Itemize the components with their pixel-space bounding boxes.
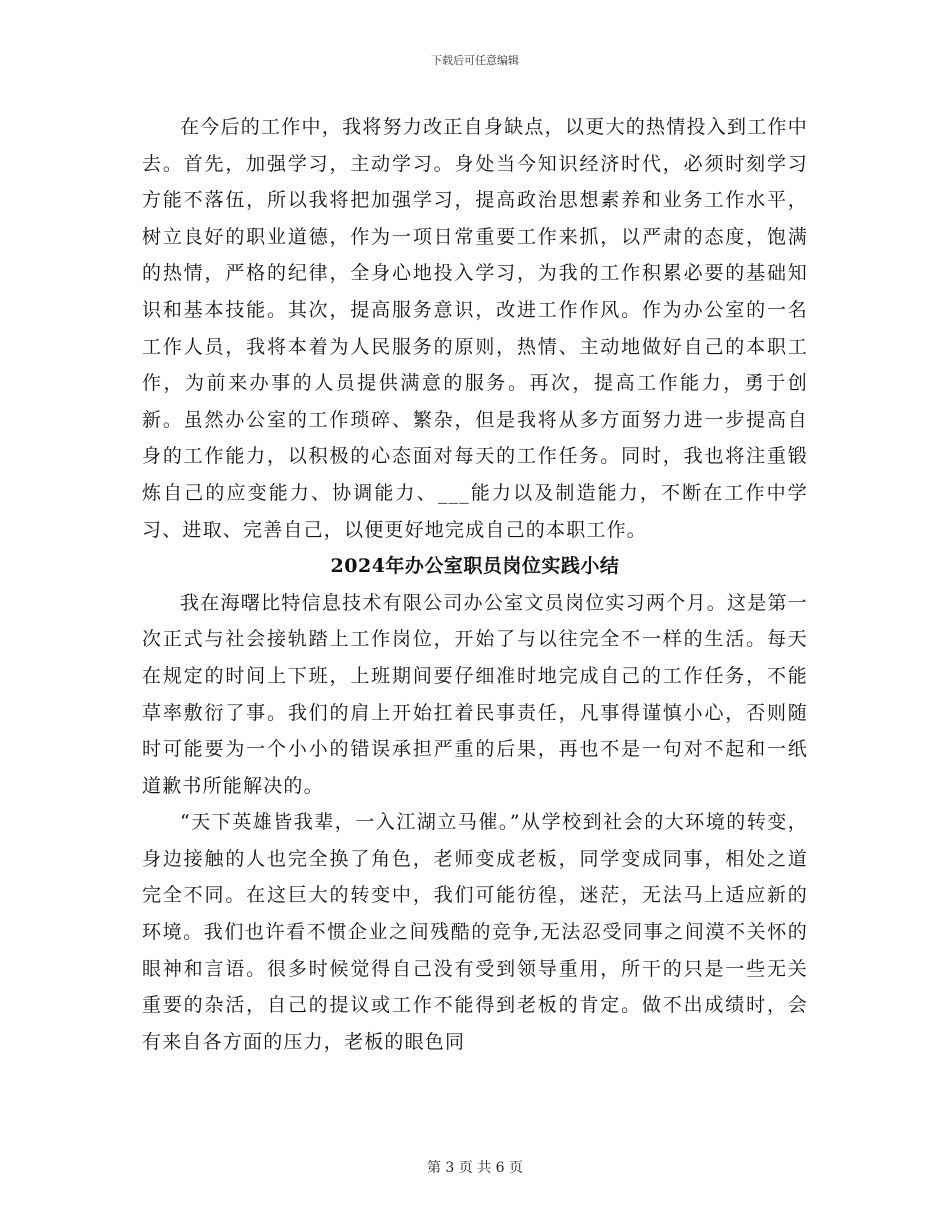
body-paragraph: 在今后的工作中，我将努力改正自身缺点，以更大的热情投入到工作中去。首先，加强学习，主动学习。身处当今知识经济时代，必须时刻学习方能不落伍，所以我将把加强学习，提高政治思想素养和业务工作水平，树立良好的职业道德，作为一项日常重要工作来抓，以严肃的态度，饱满的热情，严格的纪律，全身心地投入学习，为我的工作积累必要的基础知识和基本技能。其次，提高服务意识，改进工作作风。作为办公室的一名工作人员，我将本着为人民服务的原则，热情、主动地做好自己的本职工作，为前来办事的人员提供满意的服务。再次，提高工作能力，勇于创新。虽然办公室的工作琐碎、繁杂，但是我将从多方面努力进一步提高自身的工作能力，以积极的心态面对每天的工作任务。同时，我也将注重锻炼自己的应变能力、协调能力、___能力以及制造能力，不断在工作中学习、进取、完善自己，以便更好地完成自己的本职工作。	[142, 116, 808, 541]
body-paragraph: 我在海曙比特信息技术有限公司办公室文员岗位实习两个月。这是第一次正式与社会接轨踏上工作岗位，开始了与以往完全不一样的生活。每天在规定的时间上下班，上班期间要仔细准时地完成自己的工作任务，不能草率敷衍了事。我们的肩上开始扛着民事责任，凡事得谨慎小心，否则随时可能要为一个小小的错误承担严重的后果，再也不是一句对不起和一纸道歉书所能解决的。	[142, 591, 808, 797]
page-header: 下载后可任意编辑	[431, 54, 519, 67]
body-paragraph: “天下英雄皆我辈，一入江湖立马催。”从学校到社会的大环境的转变，身边接触的人也完全换了角色，老师变成老板，同学变成同事，相处之道完全不同。在这巨大的转变中，我们可能彷徨，迷茫，无法马上适应新的环境。我们也许看不惯企业之间残酷的竞争,无法忍受同事之间漠不关怀的眼神和言语。很多时候觉得自己没有受到领导重用，所干的只是一些无关重要的杂活，自己的提议或工作不能得到老板的肯定。做不出成绩时，会有来自各方面的压力，老板的眼色同	[142, 811, 808, 1053]
document-body	[142, 109, 808, 1060]
page-number-footer: 第 3 页 共 6 页	[426, 1160, 524, 1176]
section-title: 2024年办公室职员岗位实践小结	[330, 555, 620, 578]
